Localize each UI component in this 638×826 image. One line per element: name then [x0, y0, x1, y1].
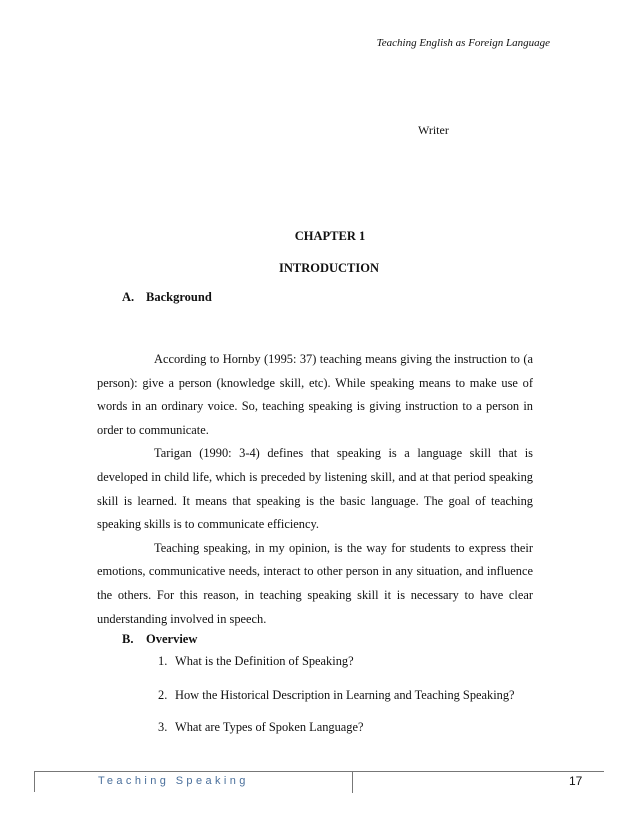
- section-background-heading: [122, 290, 212, 305]
- list-number: 2.: [158, 688, 168, 702]
- chapter-title: INTRODUCTION: [278, 261, 379, 275]
- list-text: How the Historical Description in Learning and Teaching Speaking?: [175, 688, 515, 702]
- background-body: [97, 348, 533, 631]
- paragraph: According to Hornby (1995: 37) teaching means giving the instruction to (a person): give a person (knowledge skill, etc). While speaking means to make use of words in an ordinary voice. So, teaching speaking is giving instruction to a person in order to communicate.: [97, 352, 533, 437]
- list-item: [158, 654, 354, 669]
- list-number: 3.: [158, 720, 168, 734]
- list-item: [158, 720, 363, 735]
- section-overview-heading: [122, 632, 197, 647]
- section-title: Background: [146, 290, 212, 304]
- section-letter: A.: [122, 290, 135, 304]
- footer-title: Teaching Speaking: [98, 775, 249, 787]
- chapter-number: CHAPTER 1: [294, 229, 366, 243]
- section-letter: B.: [122, 632, 134, 646]
- list-text: What is the Definition of Speaking?: [175, 654, 354, 668]
- paragraph: Tarigan (1990: 3-4) defines that speaking is a language skill that is developed in child life, which is preceded by listening skill, and at that period speaking skill is learned. It means that speaking is the basic language. The goal of teaching speaking skills is to communicate efficiency.: [97, 446, 533, 532]
- page-number: 17: [569, 774, 583, 788]
- list-item: [158, 688, 515, 703]
- list-number: 1.: [158, 654, 168, 668]
- paragraph: Teaching speaking, in my opinion, is the way for students to express their emotions, communicative needs, interact to other person in any situation, and influence the others. For this reason, in teaching speaking skill it is necessary to have clear understanding involved in speech.: [97, 540, 533, 626]
- writer-label: Writer: [418, 123, 449, 137]
- chapter-heading: [0, 229, 638, 276]
- footer-rule: [352, 771, 604, 772]
- section-title: Overview: [146, 632, 198, 646]
- list-text: What are Types of Spoken Language?: [175, 720, 364, 734]
- running-header: Teaching English as Foreign Language: [376, 37, 550, 49]
